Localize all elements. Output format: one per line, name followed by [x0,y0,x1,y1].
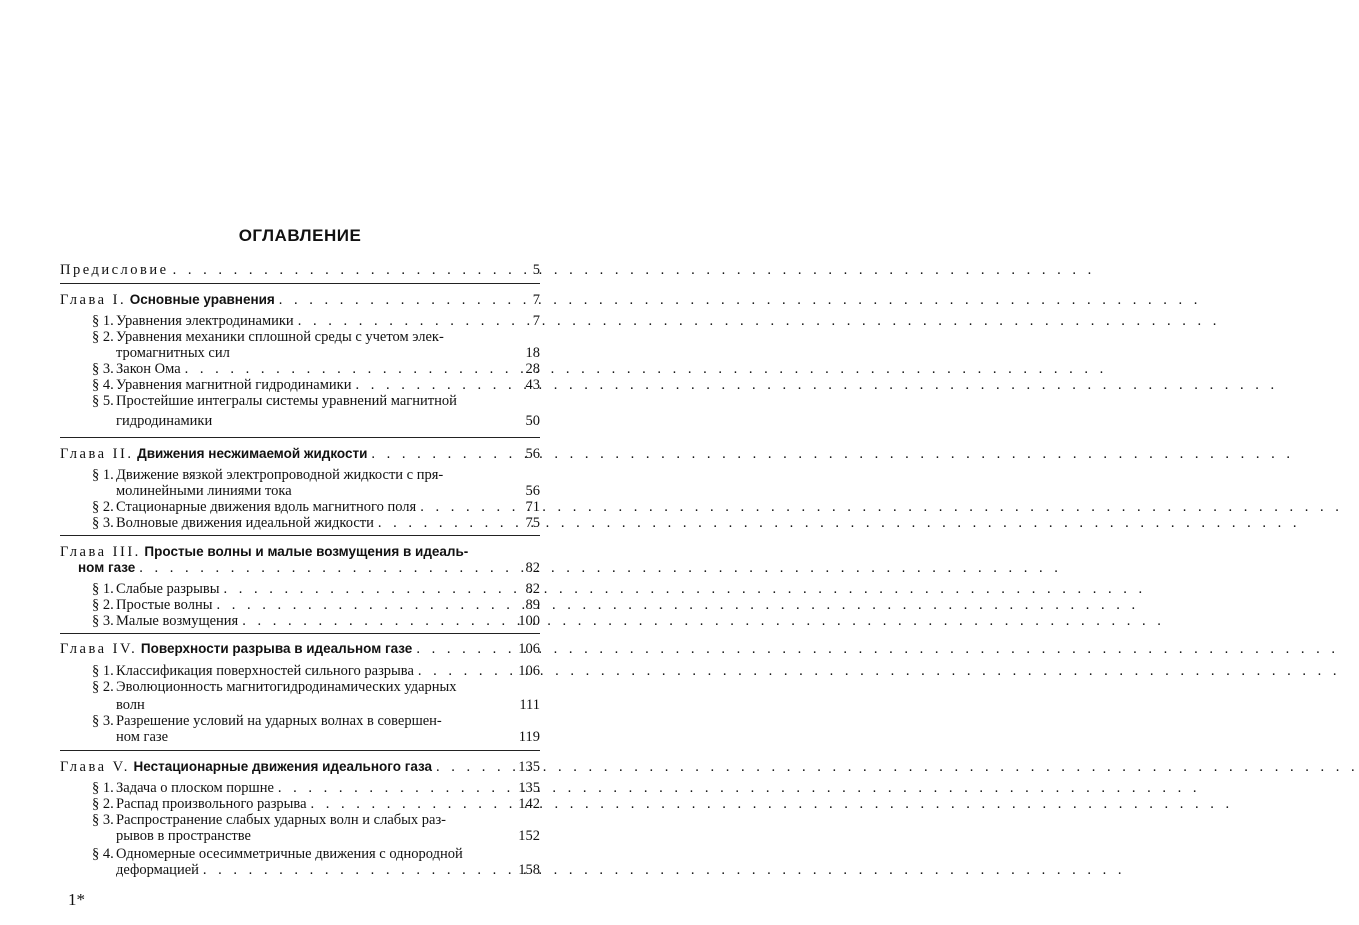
toc-section: § 1. Уравнения электродинамики . . . 7 [92,313,540,329]
toc-section: § 3. Малые возмущения . . . 100 [92,613,540,629]
toc-section: § 3. Волновые движения идеальной жидкости . . . 75 [92,515,540,531]
toc-section: § 5. Простейшие интегралы системы уравнений магнитной [92,393,457,409]
toc-chapter-1 [60,292,540,308]
toc-section-cont: гидродинамики 50 [116,413,540,429]
preface-label: Предисловие [60,262,169,278]
preface-page: 5 [532,262,540,278]
toc-section-cont: волн 111 [116,697,540,713]
toc-section-cont: рывов в пространстве 152 [116,828,540,844]
toc-section: § 1. Классификация поверхностей сильного разрыва . . . 106 [92,663,540,679]
toc-chapter-3: Глава III. Простые волны и малые возмущения в идеаль- [60,544,469,560]
divider [60,437,540,438]
chapter-title: Основные уравнения [129,292,275,307]
toc-section: § 1. Движение вязкой электропроводной жидкости с пря- [92,467,444,483]
toc-chapter-5: Глава V. Нестационарные движения идеального газа . . . 135 [60,759,540,775]
divider [60,633,540,634]
divider [60,535,540,536]
toc-section: § 3. Закон Ома . . . 28 [92,361,540,377]
leader-dots [279,292,529,308]
toc-section: § 3. Разрешение условий на ударных волнах в совершен- [92,713,442,729]
toc-chapter-4: Глава IV. Поверхности разрыва в идеальном газе . . . 106 [60,641,540,657]
toc-page [0,0,600,925]
toc-chapter-2: Глава II. Движения несжимаемой жидкости . . . 56 [60,446,540,462]
toc-section-cont: ном газе 119 [116,729,540,745]
toc-section-cont: молинейными линиями тока 56 [116,483,540,499]
toc-section-cont: деформацией . . . 158 [116,862,540,878]
toc-section: § 2. Эволюционность магнитогидродинамических ударных [92,679,457,695]
leader-dots [173,262,529,278]
toc-section: § 1. Задача о плоском поршне . . . 135 [92,780,540,796]
toc-section: § 2. Уравнения механики сплошной среды с учетом элек- [92,329,444,345]
page-title: ОГЛАВЛЕНИЕ [238,226,362,245]
toc-entry-preface [60,262,540,278]
toc-section-cont: тромагнитных сил 18 [116,345,540,361]
signature-mark: 1* [68,890,85,909]
toc-section: § 2. Распад произвольного разрыва . . . 142 [92,796,540,812]
divider [60,283,540,284]
toc-section: § 2. Простые волны . . . 89 [92,597,540,613]
toc-section: § 4. Одномерные осесимметричные движения с однородной [92,846,463,862]
toc-chapter-3-cont: ном газе . . . 82 [78,560,540,576]
divider [60,750,540,751]
toc-section: § 2. Стационарные движения вдоль магнитного поля . . . 71 [92,499,540,515]
toc-section: § 1. Слабые разрывы . . . 82 [92,581,540,597]
toc-section: § 3. Распространение слабых ударных волн и слабых раз- [92,812,447,828]
toc-section: § 4. Уравнения магнитной гидродинамики . . . 43 [92,377,540,393]
chapter-page: 7 [532,292,540,308]
chapter-prefix: Глава I. [60,292,127,308]
